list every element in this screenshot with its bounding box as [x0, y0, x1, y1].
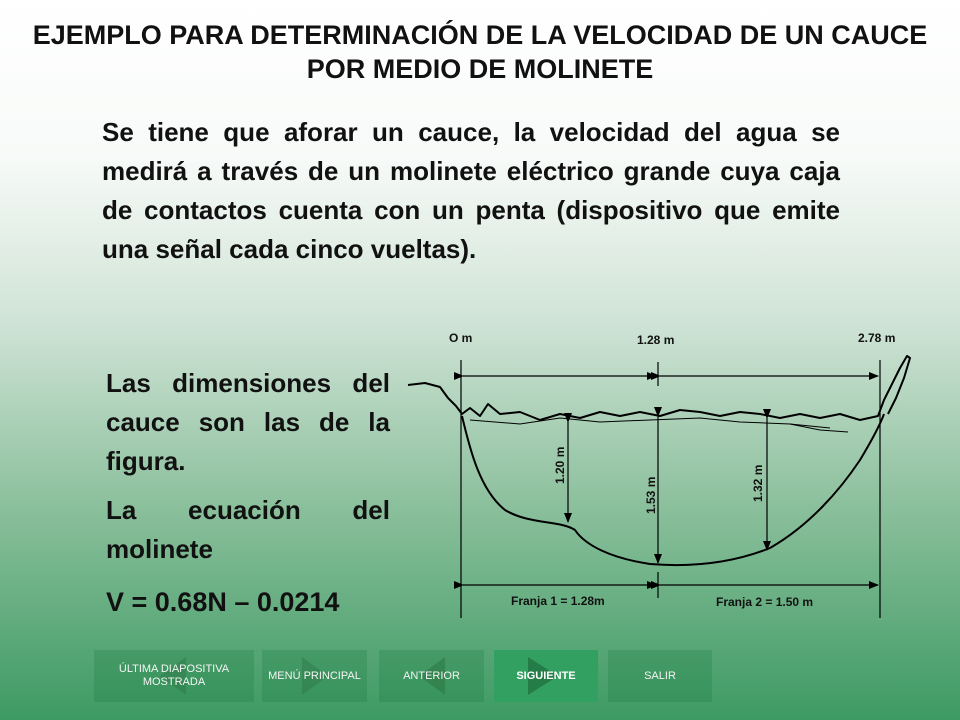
depth-label-1: 1.20 m [553, 446, 567, 484]
equation-text: V = 0.68N – 0.0214 [106, 587, 340, 617]
exit-button[interactable] [608, 650, 712, 702]
exit-label: SALIR [644, 669, 676, 682]
intro-paragraph: Se tiene que aforar un cauce, la velocidad del agua se medirá a través de un molinete eléctrico grande cuya caja de contactos cuenta con un penta (dispositivo que emite una señal cada cinco vueltas). [102, 117, 840, 264]
next-button[interactable] [494, 650, 598, 702]
equation-intro: La ecuación del molinete [106, 495, 390, 564]
strip-label-1: Franja 1 = 1.28m [511, 594, 605, 608]
last-slide-button[interactable] [94, 650, 254, 702]
dimensions-text: Las dimensiones del cauce son las de la figura. [106, 368, 390, 476]
previous-button[interactable] [379, 650, 484, 702]
label-2-78-m: 2.78 m [858, 331, 896, 345]
bank-contour [408, 356, 910, 420]
channel-bed-profile [462, 414, 884, 565]
water-surface-line [470, 418, 830, 428]
main-menu-label: MENÚ PRINCIPAL [268, 669, 361, 682]
depth-label-2: 1.53 m [644, 476, 658, 514]
next-label: SIGUIENTE [516, 669, 576, 682]
depth-label-3: 1.32 m [751, 464, 765, 502]
strip-label-2: Franja 2 = 1.50 m [716, 595, 814, 609]
slide-title: EJEMPLO PARA DETERMINACIÓN DE LA VELOCIDAD DE UN CAUCE POR MEDIO DE MOLINETE [32, 20, 928, 84]
last-slide-label: ÚLTIMA DIAPOSITIVA MOSTRADA [118, 663, 230, 688]
label-zero-m: O m [449, 331, 473, 345]
label-1-28-m: 1.28 m [637, 333, 675, 347]
previous-label: ANTERIOR [403, 669, 460, 682]
main-menu-button[interactable] [262, 650, 367, 702]
